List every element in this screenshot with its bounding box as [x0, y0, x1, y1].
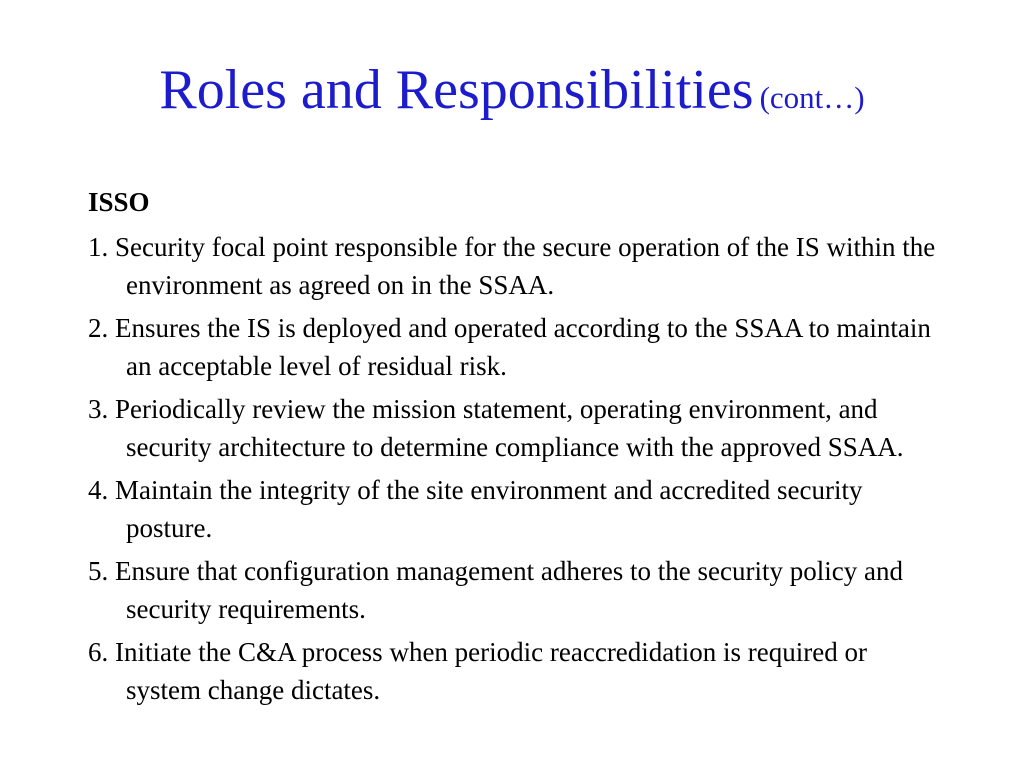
list-item: 3. Periodically review the mission statement, operating environment, and security architecture to determine compliance with the approved SSAA. [88, 394, 904, 462]
list-item: 6. Initiate the C&A process when periodic reaccredidation is required or system change dictates. [88, 637, 867, 705]
responsibility-list [88, 228, 948, 709]
slide-title [0, 59, 1024, 121]
list-item: 5. Ensure that configuration management adheres to the security policy and security requirements. [88, 556, 903, 624]
list-item: 1. Security focal point responsible for the secure operation of the IS within the environment as agreed on in the SSAA. [88, 232, 936, 300]
slide-title-suffix: (cont…) [759, 80, 865, 115]
slide-title-main: Roles and Responsibilities [159, 59, 754, 121]
list-item: 2. Ensures the IS is deployed and operated according to the SSAA to maintain an acceptable level of residual risk. [88, 313, 931, 381]
slide-body [88, 186, 948, 714]
section-heading: ISSO [88, 187, 150, 217]
list-item: 4. Maintain the integrity of the site environment and accredited security posture. [88, 475, 863, 543]
